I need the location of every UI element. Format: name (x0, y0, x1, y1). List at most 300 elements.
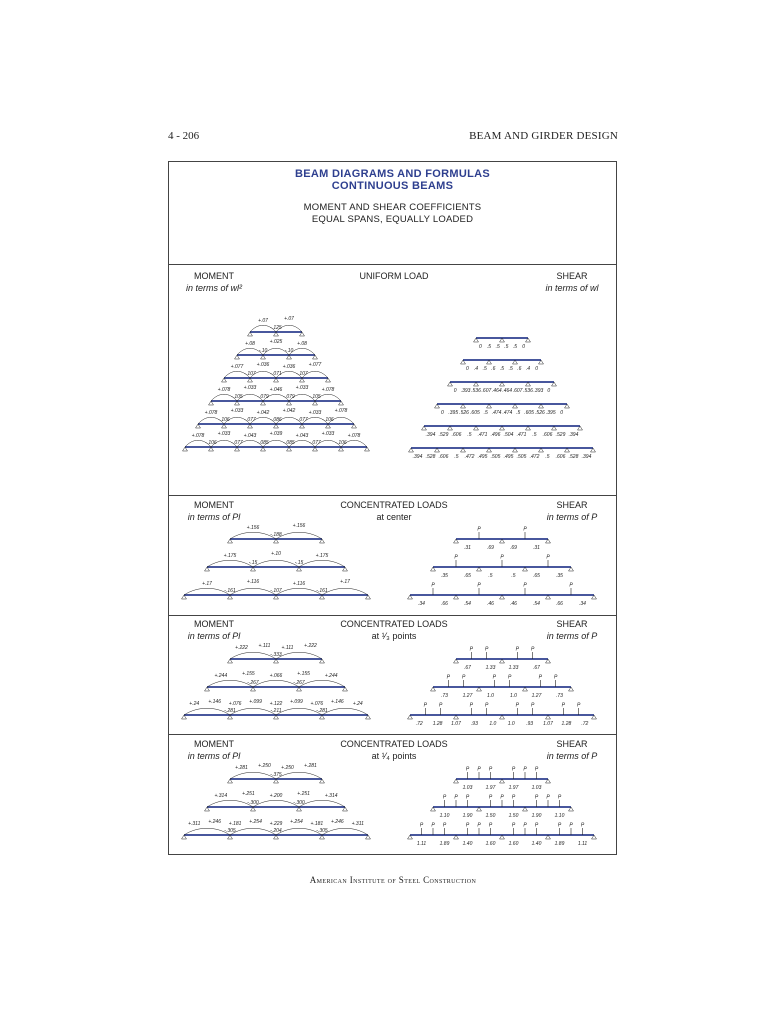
moment-value: +.244 (324, 673, 338, 679)
shear-label: SHEAR (556, 271, 588, 281)
shear-value: .472 (529, 454, 540, 460)
moment-value: +.078 (217, 387, 231, 393)
moment-value: -.106 (218, 417, 230, 423)
load-label: P (523, 582, 527, 589)
moment-value: +.077 (308, 362, 322, 368)
moment-curve (207, 560, 345, 567)
shear-value: .471 (516, 432, 527, 438)
moment-value: +.111 (281, 645, 294, 651)
moment-value: +.033 (295, 385, 309, 391)
load-label: P (534, 766, 539, 773)
shear-value: .5 (532, 432, 537, 438)
shear-value: 1.90 (531, 813, 542, 819)
shear-value: .394 (412, 454, 423, 460)
moment-value: +.175 (315, 553, 329, 559)
load-label: P (484, 646, 489, 653)
moment-value: +.146 (331, 699, 344, 705)
shear-value: .67 (464, 665, 471, 671)
shear-value: .536 (471, 388, 481, 394)
moment-value: +.111 (258, 643, 271, 649)
load-label: P (469, 702, 474, 709)
shear-value: 1.10 (439, 813, 450, 819)
load-label: P (477, 766, 481, 773)
moment-value: +.314 (214, 793, 228, 799)
moment-value: +.311 (351, 821, 364, 827)
center-load-moment-diagrams (169, 517, 384, 609)
shear-value: .5 (504, 344, 509, 350)
load-label: P (500, 554, 504, 561)
shear-value: 1.0 (487, 693, 494, 699)
moment-label: MOMENT (194, 500, 234, 510)
moment-value: +.246 (208, 819, 221, 825)
shear-units: in terms of P (546, 631, 598, 641)
moment-value: -.107 (244, 371, 256, 377)
shear-value: .394 (568, 432, 579, 438)
shear-value: 1.0 (489, 721, 497, 727)
moment-value: +.033 (217, 431, 231, 437)
moment-value: -.375 (270, 772, 282, 778)
shear-value: 0 (522, 344, 526, 350)
load-label: P (465, 822, 470, 829)
moment-value: +.116 (292, 581, 306, 587)
shear-value: .393 (460, 388, 471, 394)
shear-value: .4 (473, 366, 479, 372)
shear-value: .73 (441, 693, 448, 699)
shear-value: 1.90 (462, 813, 473, 819)
moment-value: +.281 (235, 765, 248, 771)
load-label: P (477, 526, 481, 533)
load-label: P (488, 822, 493, 829)
load-label: P (569, 822, 573, 829)
moment-value: +.08 (245, 341, 255, 347)
moment-value: -.300 (293, 800, 305, 806)
moment-value: +.250 (258, 763, 271, 769)
shear-value: .393 (533, 388, 544, 394)
shear-value: .66 (441, 601, 448, 607)
shear-value: .526 (459, 410, 469, 416)
moment-value: +.244 (214, 673, 228, 679)
shear-value: .464 (491, 388, 502, 394)
shear-value: .65 (533, 573, 540, 579)
shear-value: .606 (451, 432, 462, 438)
shear-value: .72 (581, 721, 589, 727)
moment-value: +.156 (292, 523, 306, 529)
load-label: P (446, 674, 451, 681)
moment-value: +.155 (297, 671, 310, 677)
load-title: CONCENTRATED LOADS (340, 739, 448, 749)
load-label: P (492, 674, 497, 681)
shear-value: 1.28 (432, 721, 443, 727)
divider (169, 264, 616, 265)
moment-value: +.181 (310, 821, 324, 827)
shear-value: .605 (524, 410, 534, 416)
shear-value: .5 (488, 573, 493, 579)
shear-value: .395 (448, 410, 459, 416)
divider (169, 734, 616, 735)
shear-value: 1.28 (561, 721, 572, 727)
moment-value: -.085 (283, 440, 295, 446)
moment-value: +.033 (243, 385, 257, 391)
shear-value: .5 (545, 454, 550, 460)
load-position: at ¹⁄₄ points (371, 751, 417, 761)
page-footer (168, 875, 618, 885)
load-title: CONCENTRATED LOADS (340, 619, 448, 629)
load-title: UNIFORM LOAD (359, 271, 429, 281)
shear-value: 0 (441, 410, 444, 416)
moment-value: +.043 (243, 433, 257, 439)
moment-curve (207, 680, 345, 687)
moment-value: +.033 (308, 410, 322, 416)
shear-value: 1.33 (508, 665, 519, 671)
shear-value: 1.27 (462, 693, 473, 699)
shear-value: .607 (481, 388, 492, 394)
shear-value: .5 (482, 366, 487, 372)
shear-value: 0 (560, 410, 563, 416)
shear-value: .526 (535, 410, 545, 416)
shear-value: .536 (523, 388, 533, 394)
uniform-shear-diagrams (391, 330, 613, 470)
moment-value: -.125 (270, 325, 282, 331)
moment-value: -.161 (316, 588, 328, 594)
moment-value: -.085 (257, 440, 269, 446)
shear-value: .5 (508, 366, 513, 372)
shear-value: 0 (547, 388, 551, 394)
moment-value: +.281 (304, 763, 317, 769)
load-label: P (507, 674, 512, 681)
load-label: P (515, 646, 520, 653)
moment-value: +.251 (242, 791, 255, 797)
moment-value: +.222 (304, 643, 317, 649)
shear-value: .34 (418, 601, 425, 607)
shear-value: .46 (487, 601, 494, 607)
shear-value: 1.11 (416, 841, 427, 847)
load-label: P (546, 554, 550, 561)
moment-value: +.181 (228, 821, 242, 827)
moment-value: -.105 (309, 394, 321, 400)
moment-value: -.10 (284, 348, 294, 354)
shear-value: .66 (556, 601, 563, 607)
shear-value: .5 (516, 410, 521, 416)
moment-value: +.099 (249, 699, 262, 705)
shear-value: .474 (491, 410, 502, 416)
shear-value: .605 (470, 410, 480, 416)
moment-value: -.105 (231, 394, 243, 400)
moment-units: in terms of wl² (185, 283, 242, 293)
moment-value: -.077 (309, 440, 321, 446)
moment-value: -.267 (247, 680, 259, 686)
shear-value: .496 (490, 432, 501, 438)
moment-value: +.043 (295, 433, 309, 439)
moment-units: in terms of Pl (187, 631, 241, 641)
moment-value: +.042 (256, 410, 270, 416)
shear-value: .5 (495, 344, 500, 350)
shear-value: 1.33 (485, 665, 496, 671)
moment-value: +.07 (258, 318, 268, 324)
shear-value: .5 (454, 454, 459, 460)
quarter-point-shear-diagrams (391, 757, 613, 849)
moment-value: +.039 (269, 431, 283, 437)
moment-value: +.078 (347, 433, 361, 439)
load-label: P (534, 794, 539, 801)
load-label: P (523, 822, 527, 829)
moment-value: -.106 (335, 440, 347, 446)
moment-value: +.24 (189, 701, 200, 707)
shear-value: .69 (510, 545, 517, 551)
moment-value: +.246 (331, 819, 344, 825)
shear-label: SHEAR (556, 739, 588, 749)
uniform-moment-diagrams (169, 310, 384, 468)
shear-value: 1.40 (531, 841, 542, 847)
load-label: P (454, 794, 458, 801)
moment-value: +.254 (249, 819, 262, 825)
moment-value: -.077 (296, 417, 308, 423)
shear-value: .4 (525, 366, 531, 372)
shear-value: 1.27 (531, 693, 542, 699)
moment-value: -.267 (293, 680, 305, 686)
shear-value: .35 (441, 573, 448, 579)
shear-value: .5 (486, 344, 492, 350)
load-label: P (442, 822, 447, 829)
shear-value: .46 (510, 601, 517, 607)
load-title: CONCENTRATED LOADS (340, 500, 448, 510)
load-label: P (484, 702, 489, 709)
shear-label: SHEAR (556, 619, 588, 629)
load-label: P (546, 794, 550, 801)
moment-value: -.300 (247, 800, 259, 806)
moment-value: +.254 (290, 819, 303, 825)
moment-value: -.079 (283, 394, 295, 400)
shear-value: .504 (503, 432, 514, 438)
shear-value: .73 (556, 693, 563, 699)
moment-value: -.161 (224, 588, 236, 594)
moment-value: +.156 (246, 525, 260, 531)
shear-value: .6 (491, 366, 496, 372)
shear-units: in terms of P (546, 512, 598, 522)
third-point-moment-diagrams (169, 637, 384, 729)
load-label: P (553, 674, 558, 681)
load-label: P (557, 822, 562, 829)
shear-value: .5 (467, 432, 472, 438)
shear-value: .529 (438, 432, 449, 438)
load-label: P (561, 702, 566, 709)
shear-value: 0 (465, 366, 469, 372)
shear-value: .67 (533, 665, 540, 671)
load-label: P (569, 582, 573, 589)
shear-value: .505 (516, 454, 527, 460)
shear-value: .31 (533, 545, 540, 551)
shear-value: .474 (502, 410, 513, 416)
moment-value: +.099 (290, 699, 303, 705)
moment-value: -.15 (248, 560, 258, 566)
moment-value: +.08 (297, 341, 307, 347)
diagram-frame (168, 161, 617, 855)
shear-value: .606 (542, 432, 553, 438)
shear-value: 1.50 (508, 813, 519, 819)
shear-value: .69 (487, 545, 494, 551)
moment-value: -.305 (224, 828, 236, 834)
moment-value: +.24 (352, 701, 363, 707)
shear-value: 1.89 (439, 841, 450, 847)
shear-value: .34 (579, 601, 586, 607)
section-heading: BEAM AND GIRDER DESIGN (469, 130, 618, 142)
moment-units: in terms of Pl (187, 512, 241, 522)
span-heading: EQUAL SPANS, EQUALLY LOADED (311, 214, 474, 225)
moment-value: +.046 (269, 387, 283, 393)
moment-value: +.251 (297, 791, 310, 797)
load-label: P (515, 702, 520, 709)
page-number: 4 - 206 (168, 130, 200, 142)
shear-value: .5 (511, 573, 516, 579)
moment-value: +.17 (340, 579, 350, 585)
shear-value: .607 (512, 388, 523, 394)
shear-value: .31 (464, 545, 471, 551)
moment-value: +.146 (208, 699, 221, 705)
shear-units: in terms of P (546, 751, 598, 761)
moment-value: -.079 (257, 394, 269, 400)
divider (169, 495, 616, 496)
moment-value: +.314 (324, 793, 338, 799)
moment-value: +.025 (269, 339, 283, 345)
shear-value: .93 (526, 721, 534, 727)
moment-value: -.204 (270, 828, 282, 834)
load-label: P (423, 702, 428, 709)
shear-value: 1.97 (485, 785, 496, 791)
moment-value: +.077 (230, 364, 244, 370)
moment-value: +.078 (334, 408, 348, 414)
shear-value: .65 (464, 573, 471, 579)
shear-value: 1.40 (462, 841, 473, 847)
moment-value: +.033 (321, 431, 335, 437)
moment-label: MOMENT (194, 271, 234, 281)
shear-value: .54 (533, 601, 540, 607)
moment-value: +.036 (282, 364, 296, 370)
shear-value: .394 (425, 432, 436, 438)
moment-value: -.107 (296, 371, 308, 377)
divider (169, 615, 616, 616)
moment-curve (237, 348, 315, 355)
shear-value: 1.03 (531, 785, 542, 791)
moment-value: +.078 (191, 433, 205, 439)
shear-value: .464 (502, 388, 513, 394)
shear-value: .72 (415, 721, 423, 727)
shear-value: 1.60 (485, 841, 496, 847)
shear-value: .529 (555, 432, 566, 438)
moment-value: +.229 (269, 821, 283, 827)
shear-value: 1.97 (508, 785, 519, 791)
shear-value: 1.60 (508, 841, 519, 847)
moment-value: +.07 (284, 316, 294, 322)
shear-value: 0 (453, 388, 457, 394)
shear-value: .6 (517, 366, 522, 372)
shear-value: 1.03 (462, 785, 473, 791)
shear-value: .495 (503, 454, 514, 460)
shear-value: 0 (478, 344, 482, 350)
load-label: P (461, 674, 466, 681)
shear-value: 1.50 (485, 813, 496, 819)
moment-value: -.15 (294, 560, 304, 566)
load-label: P (500, 794, 504, 801)
load-label: P (576, 702, 581, 709)
moment-curve (207, 800, 345, 807)
moment-value: +.155 (242, 671, 255, 677)
moment-value: +.078 (321, 387, 335, 393)
shear-value: .471 (477, 432, 488, 438)
load-label: P (465, 794, 470, 801)
moment-value: +.036 (256, 362, 270, 368)
shear-units: in terms of wl (545, 283, 599, 293)
coefficient-heading: MOMENT AND SHEAR COEFFICIENTS (303, 202, 482, 213)
moment-value: -.211 (270, 708, 282, 714)
shear-value: .472 (464, 454, 475, 460)
load-label: P (442, 794, 447, 801)
shear-value: .606 (438, 454, 449, 460)
load-label: P (431, 822, 435, 829)
shear-value: 1.0 (507, 721, 515, 727)
shear-value: .395 (545, 410, 556, 416)
load-label: P (523, 766, 527, 773)
load-label: P (534, 822, 539, 829)
load-label: P (488, 794, 493, 801)
moment-value: -.077 (244, 417, 256, 423)
load-label: P (469, 646, 474, 653)
shear-value: .394 (581, 454, 592, 460)
frame-subtitle: CONTINUOUS BEAMS (331, 180, 454, 192)
shear-value: .528 (568, 454, 579, 460)
load-label: P (477, 822, 481, 829)
shear-value: .528 (425, 454, 436, 460)
moment-value: -.106 (205, 440, 217, 446)
moment-label: MOMENT (194, 619, 234, 629)
moment-value: +.200 (269, 793, 283, 799)
load-position: at ¹⁄₃ points (371, 631, 417, 641)
load-label: P (523, 526, 527, 533)
moment-value: -.10 (258, 348, 268, 354)
shear-value: .606 (555, 454, 566, 460)
load-label: P (530, 646, 535, 653)
load-label: P (538, 674, 543, 681)
moment-value: -.071 (270, 371, 282, 377)
load-label: P (488, 766, 493, 773)
moment-value: -.281 (224, 708, 236, 714)
moment-value: +.250 (281, 765, 294, 771)
center-load-shear-diagrams (391, 517, 613, 609)
moment-value: +.042 (282, 408, 296, 414)
shear-value: 1.07 (451, 721, 461, 727)
moment-value: +.076 (228, 701, 242, 707)
shear-value: .5 (512, 344, 518, 350)
load-label: P (438, 702, 443, 709)
shear-value: 1.89 (554, 841, 565, 847)
load-label: P (557, 794, 562, 801)
load-label: P (511, 822, 516, 829)
moment-value: +.175 (223, 553, 237, 559)
moment-units: in terms of Pl (187, 751, 241, 761)
moment-value: +.17 (202, 581, 212, 587)
load-position: at center (376, 512, 412, 522)
moment-value: +.311 (188, 821, 201, 827)
moment-value: -.107 (270, 588, 282, 594)
moment-value: -.106 (322, 417, 334, 423)
moment-value: +.116 (246, 579, 260, 585)
moment-value: +.222 (235, 645, 248, 651)
load-label: P (477, 582, 481, 589)
shear-value: 1.0 (510, 693, 517, 699)
shear-value: .5 (483, 410, 488, 416)
load-label: P (454, 554, 458, 561)
moment-value: -.281 (316, 708, 328, 714)
shear-value: .54 (464, 601, 471, 607)
shear-value: 1.07 (543, 721, 553, 727)
